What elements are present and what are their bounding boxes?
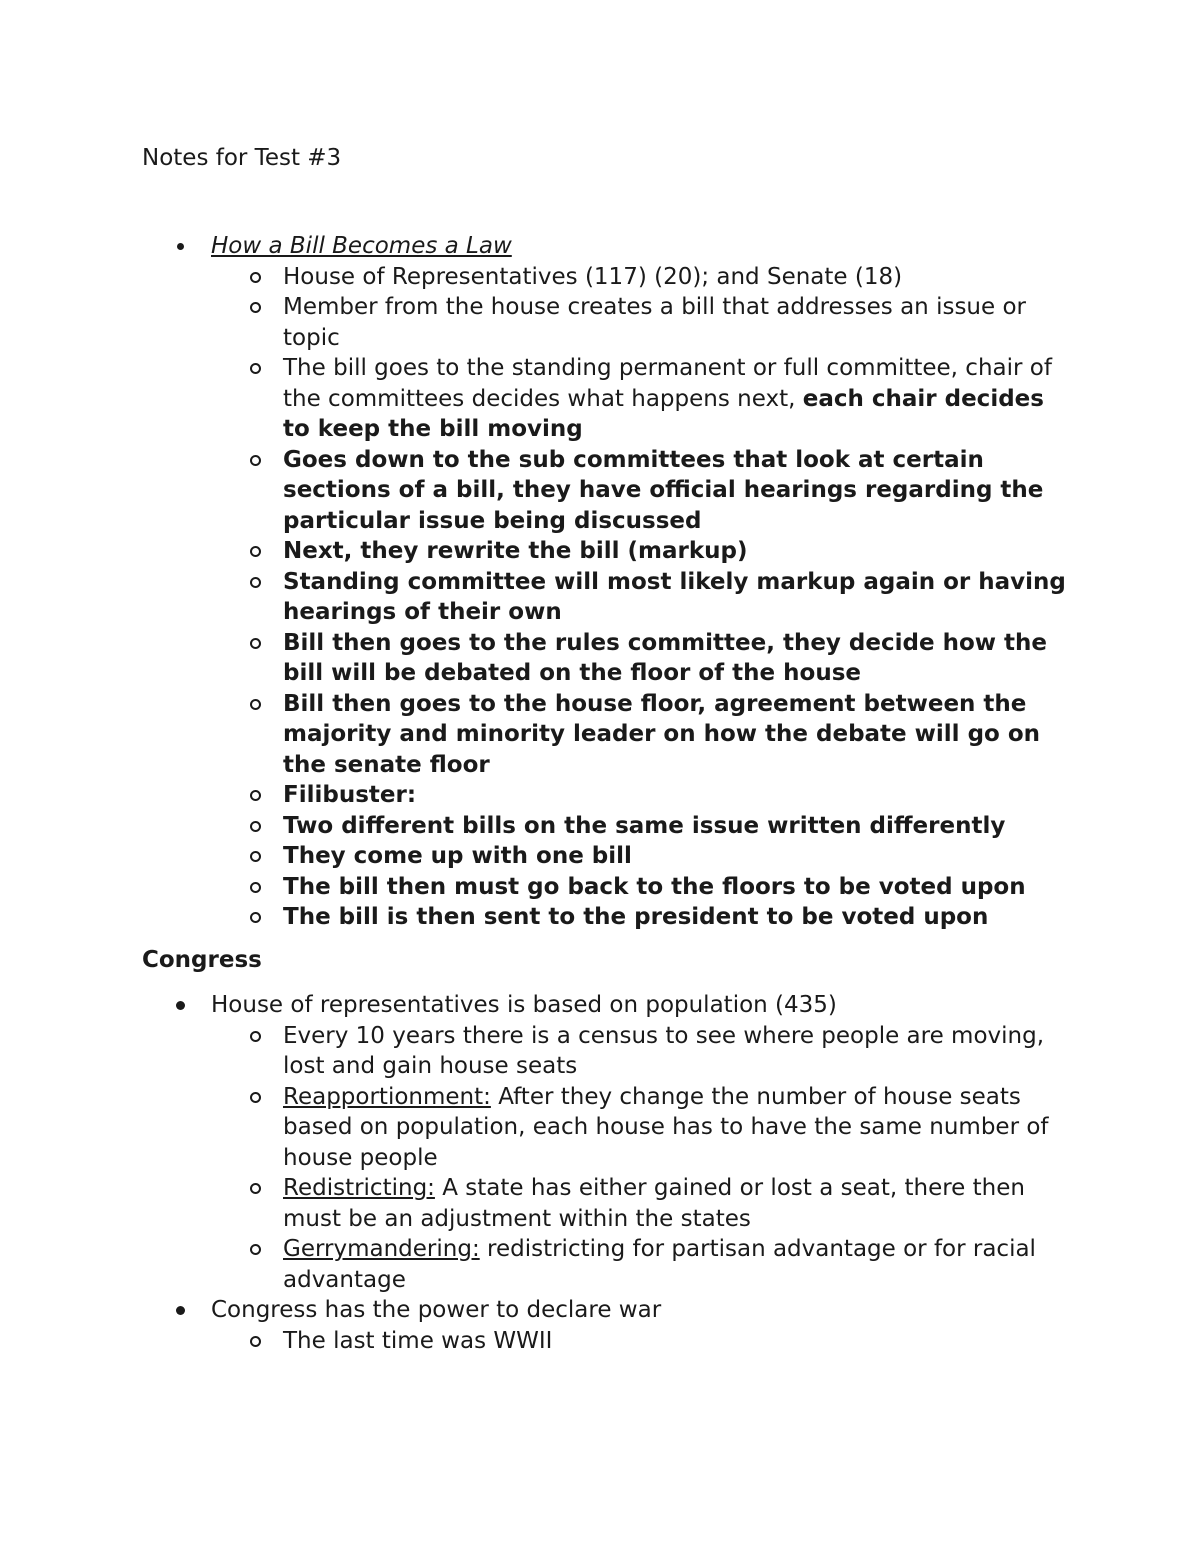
circle-bullet-icon [250,699,261,710]
circle-bullet-icon [250,1092,261,1103]
sub-list [283,1326,1073,1357]
list-item [283,689,1073,781]
circle-bullet-icon [250,638,261,649]
item-bold-text: The bill then must go back to the floors to be voted upon [283,873,1026,900]
circle-bullet-icon [250,455,261,466]
item-bold-text: each chair decides to keep the bill moving [283,385,1044,442]
list-item [211,990,1091,1295]
circle-bullet-icon [250,912,261,923]
item-bold-text: Two different bills on the same issue written differently [283,812,1006,839]
item-bold-text: Bill then goes to the house floor, agreement between the majority and minority leader on how the debate will go on the senate floor [283,690,1041,778]
list-item [283,841,1073,872]
bullet-icon [177,243,184,250]
item-text: A state has either gained or lost a seat, there then must be an adjustment within the states [283,1175,1025,1232]
congress-heading: Congress [142,947,262,973]
term-label: Redistricting: [283,1175,435,1201]
sub-list [283,1021,1073,1296]
list-item [283,445,1073,537]
list-item [283,902,1073,933]
list-item [283,1173,1073,1234]
circle-bullet-icon [250,577,261,588]
term-label: Reapportionment: [283,1083,491,1110]
item-bold-text: They come up with one bill [283,843,632,869]
congress-list [211,990,1091,1356]
list-item [211,1295,1091,1356]
item-text: The bill goes to the standing permanent or full committee, chair of the committees decides what happens next, [283,355,1052,412]
item-text: House of Representatives (117) (20); and Senate (18) [283,263,903,290]
circle-bullet-icon [250,363,261,374]
list-item [283,1021,1073,1082]
circle-bullet-icon [250,821,261,832]
list-item [211,231,1091,933]
item-text: redistricting for partisan advantage or for racial advantage [283,1236,1036,1293]
bill-steps-list [283,262,1073,933]
list-item [283,872,1073,903]
list-item [283,567,1073,628]
list-item [283,353,1073,445]
circle-bullet-icon [250,882,261,893]
list-item [283,292,1073,353]
list-item [283,1234,1073,1295]
circle-bullet-icon [250,1183,261,1194]
item-text: Member from the house creates a bill that addresses an issue or topic [283,294,1026,351]
circle-bullet-icon [250,272,261,283]
bullet-icon [176,1001,185,1010]
circle-bullet-icon [250,1244,261,1255]
item-text: After they change the number of house seats based on population, each house has to have the same number of house people [283,1083,1049,1171]
term-label: Gerrymandering: [283,1236,480,1262]
list-item [283,811,1073,842]
circle-bullet-icon [250,1336,261,1347]
item-bold-text: Next, they rewrite the bill (markup) [283,538,748,564]
bill-section-heading: How a Bill Becomes a Law [211,233,512,259]
list-item [283,628,1073,689]
item-bold-text: The bill is then sent to the president to be voted upon [283,904,989,930]
circle-bullet-icon [250,790,261,801]
list-item [283,262,1073,293]
bill-process-list [211,231,1091,933]
circle-bullet-icon [250,851,261,862]
document-title: Notes for Test #3 [142,145,342,171]
circle-bullet-icon [250,1031,261,1042]
item-text: The last time was WWII [283,1327,553,1354]
item-bold-text: Standing committee will most likely markup again or having hearings of their own [283,568,1066,625]
item-bold-text: Bill then goes to the rules committee, they decide how the bill will be debated on the floor of the house [283,629,1047,686]
bullet-icon [176,1306,185,1315]
list-item [283,536,1073,567]
item-text: Every 10 years there is a census to see where people are moving, lost and gain house seats [283,1022,1045,1079]
list-item [283,780,1073,811]
circle-bullet-icon [250,302,261,313]
list-item [283,1082,1073,1174]
list-item [283,1326,1073,1357]
item-text: Congress has the power to declare war [211,1297,662,1323]
item-text: House of representatives is based on population (435) [211,992,837,1018]
item-bold-text: Filibuster: [283,782,417,808]
item-bold-text: Goes down to the sub committees that look at certain sections of a bill, they have official hearings regarding the particular issue being discussed [283,446,1044,534]
circle-bullet-icon [250,546,261,557]
